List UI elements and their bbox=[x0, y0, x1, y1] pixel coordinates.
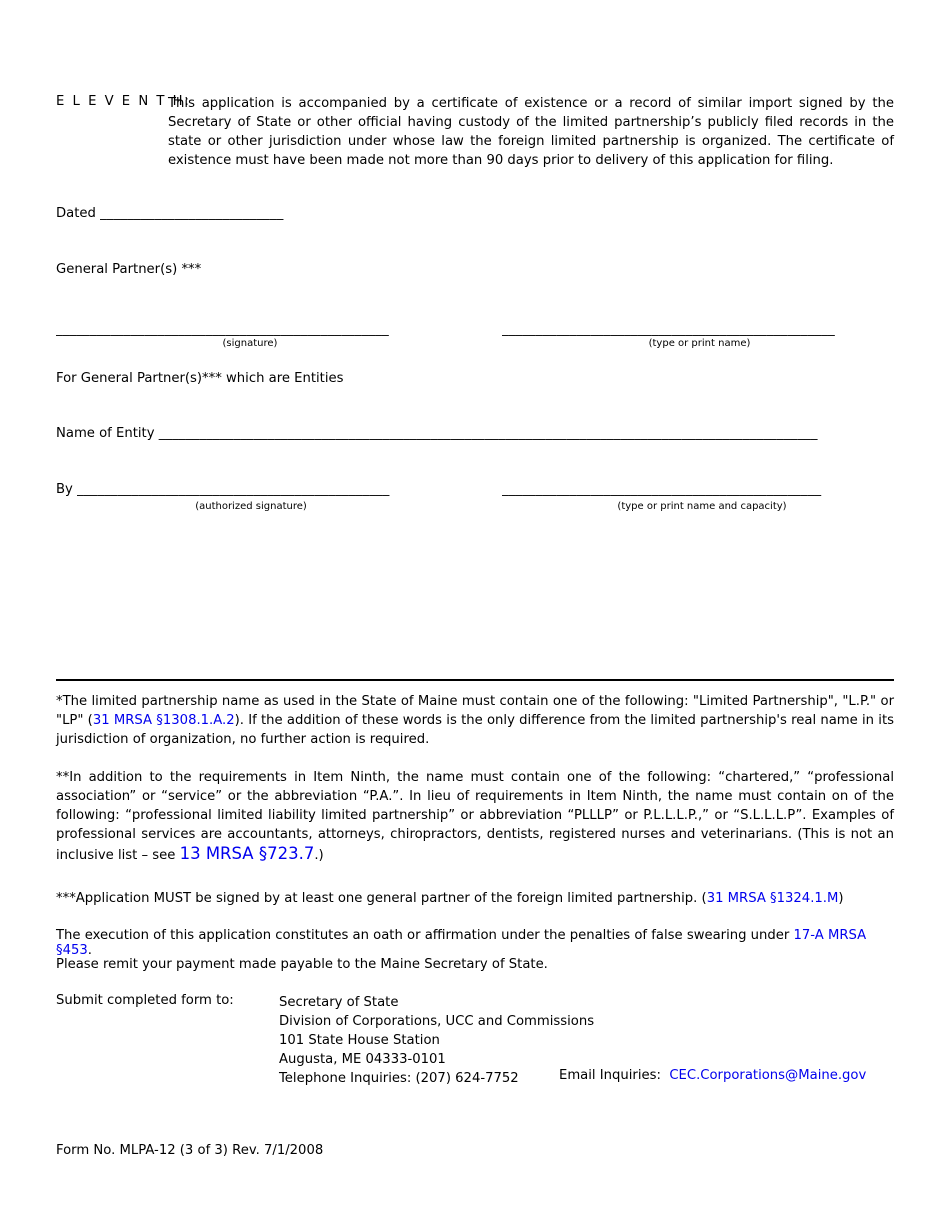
eleventh-text: This application is accompanied by a certificate of existence or a record of similar import signed by the Secretary of State or other official having custody of the limited partnership’s publicly filed records in the state or other jurisdiction under whose law the foreign limited partnership is organized. The certificate of existence must have been made not more than 90 days prior to delivery of this application for filing. bbox=[168, 96, 894, 168]
entity-name-label: Name of Entity bbox=[56, 426, 155, 441]
phone-inquiries: Telephone Inquiries: (207) 624-7752 bbox=[279, 1071, 519, 1086]
footnote-divider bbox=[56, 679, 894, 681]
execution-note-link[interactable]: 17-A MRSA §453 bbox=[56, 928, 867, 958]
footnote-3-link[interactable]: 31 MRSA §1324.1.M bbox=[706, 891, 839, 906]
footnote-3-text-end: ) bbox=[838, 891, 844, 906]
address-line-4: Augusta, ME 04333-0101 bbox=[279, 1052, 446, 1067]
footnote-1-text-end: ). If the addition of these words is the only difference from the limited partnership's real name in its jurisdiction of organization, no further action is required. bbox=[56, 713, 894, 747]
print-name-caption: (type or print name) bbox=[648, 338, 751, 349]
email-label: Email Inquiries: bbox=[559, 1068, 661, 1083]
entity-name-field[interactable]: _________________________________________________________________________________________________ bbox=[158, 426, 818, 441]
entities-heading: For General Partner(s)*** which are Entities bbox=[56, 371, 344, 386]
authorized-signature-caption: (authorized signature) bbox=[195, 501, 307, 512]
footnote-1-link[interactable]: 31 MRSA §1308.1.A.2 bbox=[92, 713, 235, 728]
footnote-2-link[interactable]: 13 MRSA §723.7 bbox=[179, 844, 315, 863]
address-line-1: Secretary of State bbox=[279, 995, 399, 1010]
footnote-3 bbox=[56, 891, 894, 906]
partner-signature-field[interactable]: _________________________________________________ bbox=[56, 322, 389, 337]
email-row bbox=[559, 1068, 866, 1083]
email-link[interactable]: CEC.Corporations@Maine.gov bbox=[669, 1068, 867, 1083]
footnote-2-text-end: .) bbox=[314, 848, 324, 863]
form-number: Form No. MLPA-12 (3 of 3) Rev. 7/1/2008 bbox=[56, 1143, 324, 1158]
entity-name-row bbox=[56, 426, 886, 441]
address-line-3: 101 State House Station bbox=[279, 1033, 440, 1048]
by-row bbox=[56, 482, 436, 497]
footnote-2-text: **In addition to the requirements in Item Ninth, the name must contain one of the following: “chartered,” “professional association” or “service” or the abbreviation “P.A.”. In lieu of requirements in Item Ninth, the name must contain on of the following: “professional limited liability limited partnership” or abbreviation “PLLLP” or P.L.L.L.P.,” or “S.L.L.L.P”. Examples of professional services are accountants, attorneys, chiropractors, dentists, registered nurses and veterinarians. (This is not an inclusive list – see bbox=[56, 770, 894, 863]
footnote-1 bbox=[56, 692, 894, 749]
execution-note bbox=[56, 928, 894, 958]
footnote-2 bbox=[56, 768, 894, 865]
general-partners-heading: General Partner(s) *** bbox=[56, 262, 202, 277]
footnote-3-text: ***Application MUST be signed by at least one general partner of the foreign limited partnership. ( bbox=[56, 891, 707, 906]
print-name-capacity-caption: (type or print name and capacity) bbox=[617, 501, 787, 512]
dated-row bbox=[56, 206, 284, 221]
footnote-1-text: *The limited partnership name as used in the State of Maine must contain one of the following: "Limited Partnership", "L.P." or "LP" ( bbox=[56, 694, 894, 728]
address-line-2: Division of Corporations, UCC and Commissions bbox=[279, 1014, 595, 1029]
submit-label: Submit completed form to: bbox=[56, 993, 234, 1008]
execution-note-text-end: . bbox=[87, 943, 92, 958]
entity-print-name-field[interactable]: _______________________________________________ bbox=[502, 482, 822, 497]
signature-caption: (signature) bbox=[222, 338, 278, 349]
partner-name-field[interactable]: _________________________________________________ bbox=[502, 322, 835, 337]
submit-address bbox=[279, 993, 594, 1088]
dated-label: Dated bbox=[56, 206, 96, 221]
eleventh-label: E L E V E N T H: bbox=[56, 94, 191, 109]
execution-note-text: The execution of this application constitutes an oath or affirmation under the penalties of false swearing under bbox=[56, 928, 794, 943]
by-label: By bbox=[56, 482, 73, 497]
dated-field[interactable]: ___________________________ bbox=[100, 206, 284, 221]
remit-note: Please remit your payment made payable to the Maine Secretary of State. bbox=[56, 957, 548, 972]
authorized-signature-field[interactable]: ______________________________________________ bbox=[77, 482, 390, 497]
